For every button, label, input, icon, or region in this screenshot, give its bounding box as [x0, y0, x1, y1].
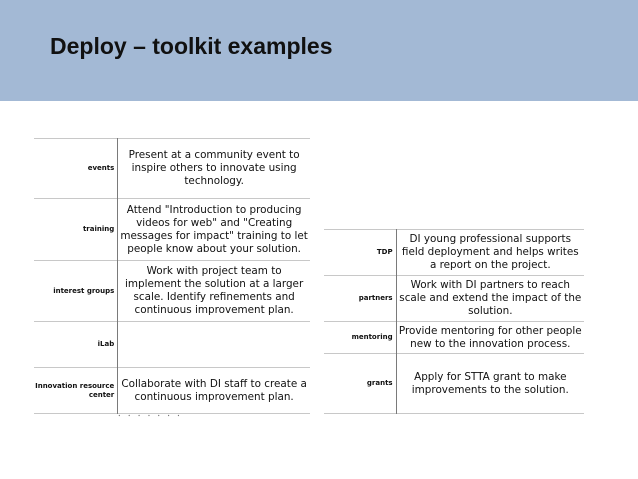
row-description: Present at a community event to inspire others to innovate using technology.: [128, 149, 300, 187]
table-row: [34, 199, 310, 261]
row-description: Work with project team to implement the solution at a larger scale. Identify refinements and continuous improvement plan.: [125, 265, 304, 316]
row-label: grants: [324, 354, 396, 414]
row-description: Collaborate with DI staff to create a continuous improvement plan.: [121, 377, 307, 403]
slide-header: [0, 0, 638, 101]
table-row: [34, 261, 310, 322]
row-description: Apply for STTA grant to make improvements to the solution.: [411, 370, 569, 396]
row-description: Provide mentoring for other people new to the innovation process.: [398, 324, 582, 350]
table-row: [34, 368, 310, 414]
table-row: [324, 354, 584, 414]
right-toolkit-table: [324, 229, 584, 414]
row-label: events: [34, 139, 118, 199]
row-label: Innovation resource center: [34, 368, 118, 414]
table-row: [34, 139, 310, 199]
row-label: mentoring: [324, 322, 396, 354]
row-label: iLab: [34, 322, 118, 368]
row-label: partners: [324, 276, 396, 322]
row-label: interest groups: [34, 261, 118, 322]
row-description: [118, 322, 310, 368]
table-row: [324, 322, 584, 354]
left-toolkit-table: [34, 138, 310, 414]
row-label: TDP: [324, 230, 396, 276]
table-row: [34, 322, 310, 368]
table-row: [324, 276, 584, 322]
cropped-text-fragment: ⸱ ⸱ ⸱ ⸱ ⸱ ⸱ ⸱: [118, 411, 182, 422]
row-description: Work with DI partners to reach scale and extend the impact of the solution.: [399, 279, 582, 317]
row-description: Attend "Introduction to producing videos for web" and "Creating messages for impact" training to let people know about your solution.: [120, 203, 308, 255]
row-description: DI young professional supports field deployment and helps writes a report on the project.: [401, 233, 579, 271]
slide-title: Deploy – toolkit examples: [50, 33, 333, 59]
row-label: training: [34, 199, 118, 261]
table-row: [324, 230, 584, 276]
